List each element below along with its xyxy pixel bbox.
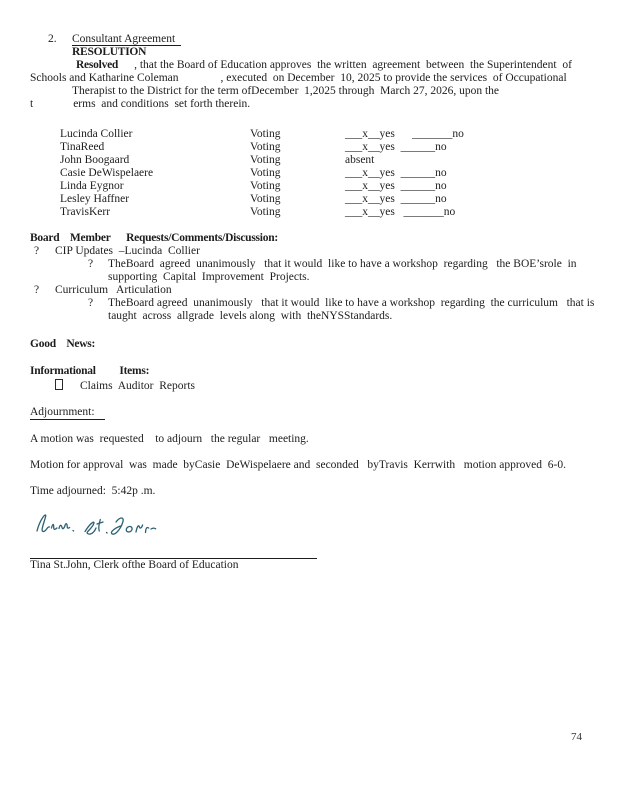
voting-row	[60, 206, 585, 219]
request-item-label: Curriculum Articulation	[55, 284, 172, 296]
member-name: John Boogaard	[60, 154, 130, 166]
vote-result: ___x__yes ______no	[345, 193, 447, 205]
voting-row	[60, 128, 585, 141]
box-bullet-icon	[55, 379, 63, 390]
vote-result: ___x__yes ______no	[345, 141, 447, 153]
resolved-label: Resolved	[76, 59, 119, 71]
informational-item	[30, 378, 585, 393]
member-name: Lesley Haffner	[60, 193, 130, 205]
member-name: Linda Eygnor	[60, 180, 124, 192]
member-name: TravisKerr	[60, 206, 111, 218]
bullet-question-mark: ?	[34, 284, 40, 296]
resolution-text-4b: erms and conditions set forth therein.	[73, 98, 251, 110]
request-subitem-text: supporting Capital Improvement Projects.	[108, 271, 310, 283]
clerk-name-line: Tina St.John, Clerk ofthe Board of Education	[30, 559, 239, 571]
vote-result: ___x__yes _______no	[345, 128, 464, 140]
item-title: Consultant Agreement	[72, 33, 181, 46]
voting-row	[60, 141, 585, 154]
resolution-text-1: , that the Board of Education approves the written agreement between the Superintendent of	[134, 59, 572, 71]
vote-result: ___x__yes ______no	[345, 180, 447, 192]
voting-label: Voting	[250, 141, 281, 153]
item-number: 2.	[48, 33, 57, 45]
resolution-text-2b: , executed on December 10, 2025 to provide the services of Occupational	[220, 72, 567, 84]
member-name: Lucinda Collier	[60, 128, 133, 140]
vote-result: ___x__yes ______no	[345, 167, 447, 179]
voting-table	[60, 128, 585, 219]
request-subitem	[30, 258, 585, 271]
clerk-signature-image	[32, 506, 188, 546]
resolution-heading: RESOLUTION	[72, 46, 147, 58]
board-requests-heading: Board Member Requests/Comments/Discussion:	[30, 232, 278, 244]
informational-item-text: Claims Auditor Reports	[80, 380, 195, 392]
voting-label: Voting	[250, 206, 281, 218]
request-subitem-text: taught across allgrade levels along with theNYSStandards.	[108, 310, 393, 322]
request-item	[30, 245, 585, 258]
voting-row	[60, 180, 585, 193]
voting-label: Voting	[250, 154, 281, 166]
adjournment-time-line: Time adjourned: 5:42p .m.	[30, 485, 156, 497]
member-name: TinaReed	[60, 141, 105, 153]
request-item	[30, 284, 585, 297]
bullet-question-mark: ?	[34, 245, 40, 257]
voting-row	[60, 167, 585, 180]
member-name: Casie DeWispelaere	[60, 167, 154, 179]
request-item-label: CIP Updates –Lucinda Collier	[55, 245, 200, 257]
adjournment-heading: Adjournment:	[30, 406, 105, 420]
voting-label: Voting	[250, 167, 281, 179]
voting-label: Voting	[250, 128, 281, 140]
vote-result: ___x__yes _______no	[345, 206, 456, 218]
request-subitem-text: TheBoard agreed unanimously that it would like to have a workshop regarding the BOE’srole in	[108, 258, 577, 270]
good-news-heading: Good News:	[30, 338, 96, 350]
adjournment-approval-line: Motion for approval was made byCasie DeWispelaere and seconded byTravis Kerrwith motion approved 6-0.	[30, 459, 566, 471]
voting-row	[60, 193, 585, 206]
page-number: 74	[571, 731, 582, 743]
resolution-text-4a: t	[30, 98, 34, 110]
resolution-line-3: Therapist to the District for the term ofDecember 1,2025 through March 27, 2026, upon the	[72, 85, 499, 97]
request-subitem-text: TheBoard agreed unanimously that it would like to have a workshop regarding the curriculum that is	[108, 297, 595, 309]
resolution-line-2	[30, 72, 585, 85]
resolution-line-4	[30, 98, 585, 111]
adjournment-motion-line: A motion was requested to adjourn the regular meeting.	[30, 433, 309, 445]
adjournment-section	[30, 406, 585, 420]
request-subitem	[30, 297, 595, 310]
informational-items-heading: Informational Items:	[30, 365, 150, 377]
resolution-text-2a: Schools and Katharine Coleman	[30, 72, 179, 84]
vote-result: absent	[345, 154, 375, 166]
bullet-question-mark: ?	[88, 258, 94, 270]
voting-row	[60, 154, 585, 167]
bullet-question-mark: ?	[88, 297, 94, 309]
voting-label: Voting	[250, 193, 281, 205]
voting-label: Voting	[250, 180, 281, 192]
resolution-line-1	[30, 59, 585, 72]
agenda-item-heading	[48, 33, 585, 46]
